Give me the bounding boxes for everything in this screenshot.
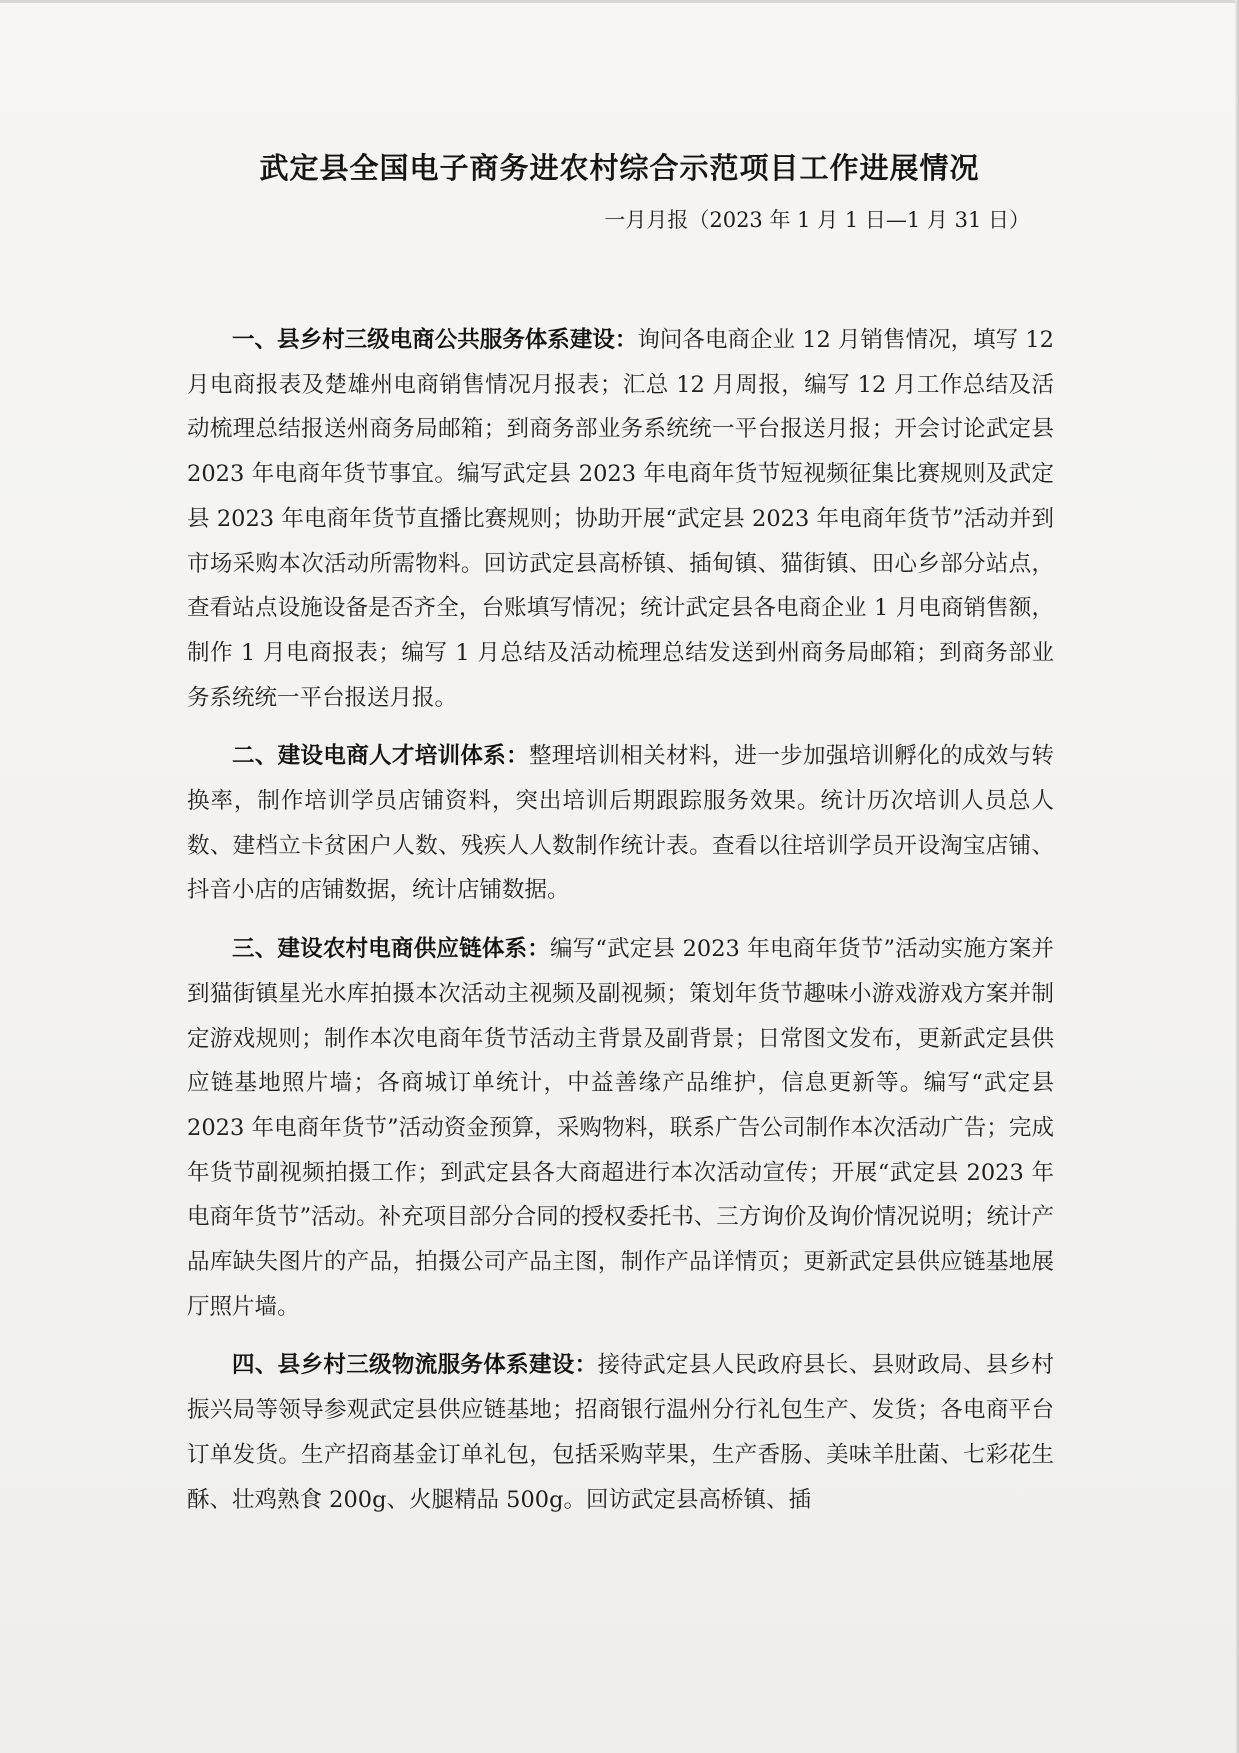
- section-2-heading: 二、建设电商人才培训体系：: [232, 743, 529, 770]
- document-title: 武定县全国电子商务进农村综合示范项目工作进展情况: [259, 151, 980, 185]
- section-4: [187, 1343, 1054, 1522]
- scan-edge-right: [1235, 0, 1239, 1753]
- document-subtitle: 一月月报（2023 年 1 月 1 日—1 月 31 日）: [604, 208, 1030, 232]
- section-3-body: 编写“武定县 2023 年电商年货节”活动实施方案并到猫街镇星光水库拍摄本次活动主视频及副视频；策划年货节趣味小游戏游戏方案并制定游戏规则；制作本次电商年货节活动主背景及副背景；日常图文发布，更新武定县供应链基地照片墙；各商城订单统计，中益善缘产品维护，信息更新等。编写“武定县 2023 年电商年货节”活动资金预算，采购物料，联系广告公司制作本次活动广告；完成年货节副视频拍摄工作；到武定县各大商超进行本次活动宣传；开展“武定县 2023 年电商年货节”活动。补充项目部分合同的授权委托书、三方询价及询价情况说明；统计产品库缺失图片的产品，拍摄公司产品主图，制作产品详情页；更新武定县供应链基地展厅照片墙。: [187, 936, 1054, 1320]
- section-4-body: 接待武定县人民政府县长、县财政局、县乡村振兴局等领导参观武定县供应链基地；招商银行温州分行礼包生产、发货；各电商平台订单发货。生产招商基金订单礼包，包括采购苹果，生产香肠、美味羊肚菌、七彩花生酥、壮鸡熟食 200g、火腿精品 500g。回访武定县高桥镇、插: [187, 1352, 1054, 1513]
- section-1-heading: 一、县乡村三级电商公共服务体系建设：: [232, 327, 638, 353]
- section-4-heading: 四、县乡村三级物流服务体系建设：: [232, 1352, 598, 1379]
- section-1-body: 询问各电商企业 12 月销售情况，填写 12 月电商报表及楚雄州电商销售情况月报表；汇总 12 月周报，编写 12 月工作总结及活动梳理总结报送州商务局邮箱；到商务部业务系统统一平台报送月报；开会讨论武定县 2023 年电商年货节事宜。编写武定县 2023 年电商年货节短视频征集比赛规则及武定县 2023 年电商年货节直播比赛规则；协助开展“武定县 2023 年电商年货节”活动并到市场采购本次活动所需物料。回访武定县高桥镇、插甸镇、猫街镇、田心乡部分站点，查看站点设施设备是否齐全，台账填写情况；统计武定县各电商企业 1 月电商销售额，制作 1 月电商报表；编写 1 月总结及活动梳理总结发送到州商务局邮箱；到商务部业务系统统一平台报送月报。: [187, 327, 1054, 711]
- section-1: [187, 318, 1054, 720]
- document-body: [187, 318, 1054, 1522]
- section-2-body: 整理培训相关材料，进一步加强培训孵化的成效与转换率，制作培训学员店铺资料，突出培训后期跟踪服务效果。统计历次培训人员总人数、建档立卡贫困户人数、残疾人人数制作统计表。查看以往培训学员开设淘宝店铺、抖音小店的店铺数据，统计店铺数据。: [187, 743, 1054, 904]
- section-3-heading: 三、建设农村电商供应链体系：: [232, 936, 550, 963]
- section-2: [187, 734, 1054, 913]
- scan-edge-top: [0, 0, 1239, 3]
- section-3: [187, 927, 1054, 1329]
